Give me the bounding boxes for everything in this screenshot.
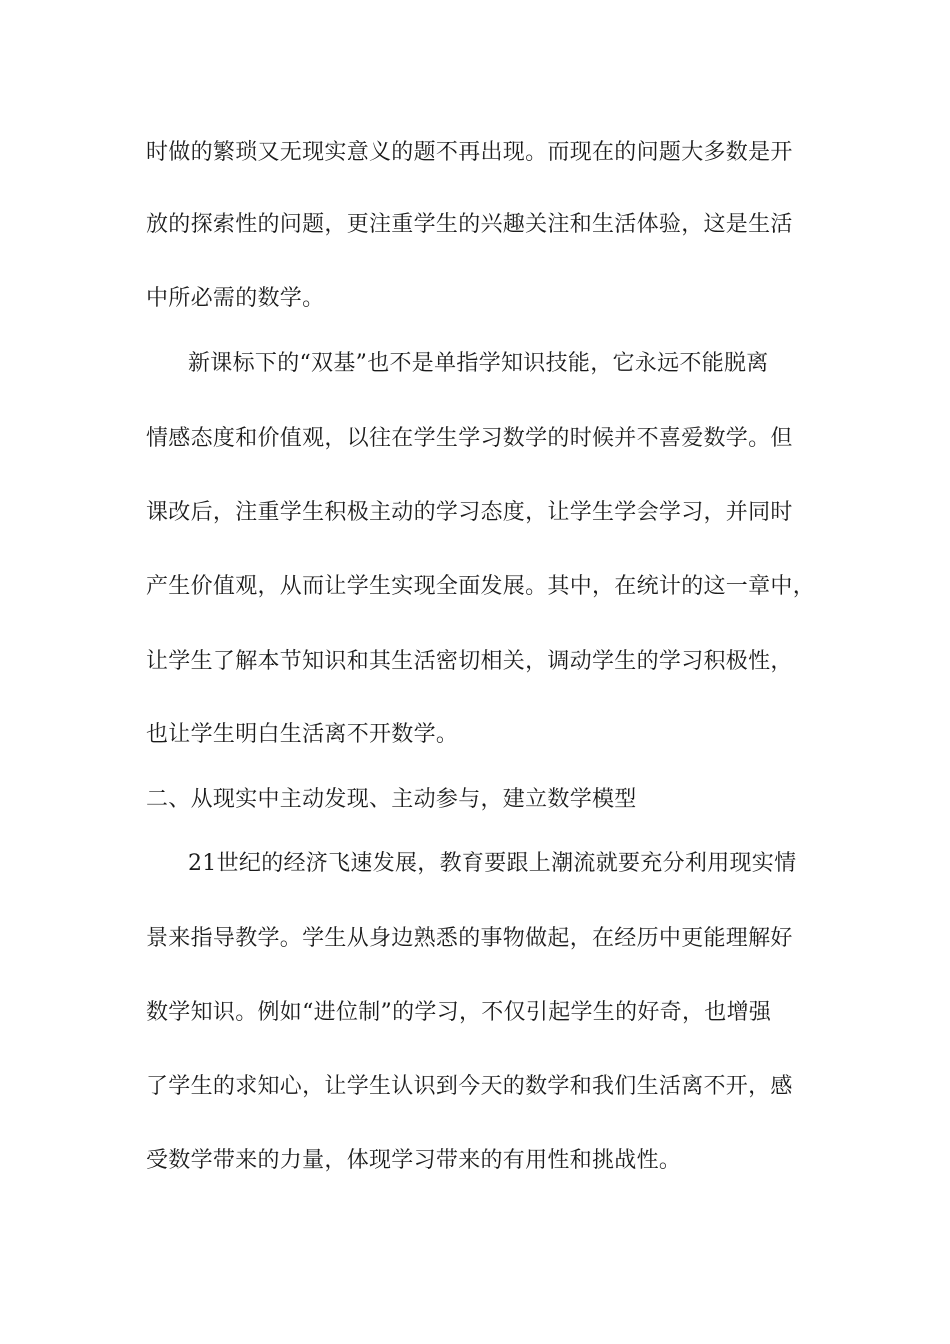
paragraph-line: 景来指导教学。学生从身边熟悉的事物做起，在经历中更能理解好	[146, 926, 793, 951]
paragraph-line: 情感态度和价值观，以往在学生学习数学的时候并不喜爱数学。但	[146, 426, 793, 451]
paragraph-line: 受数学带来的力量，体现学习带来的有用性和挑战性。	[146, 1148, 682, 1173]
paragraph-line: 也让学生明白生活离不开数学。	[146, 722, 459, 747]
paragraph-line: 时做的繁琐又无现实意义的题不再出现。而现在的问题大多数是开	[146, 140, 793, 165]
paragraph-line: 新课标下的“双基”也不是单指学知识技能，它永远不能脱离	[188, 351, 769, 376]
paragraph-line: 21世纪的经济飞速发展，教育要跟上潮流就要充分利用现实情	[188, 851, 797, 876]
paragraph-line: 数学知识。例如“进位制”的学习，不仅引起学生的好奇，也增强	[146, 1000, 772, 1025]
paragraph-line: 课改后，注重学生积极主动的学习态度，让学生学会学习，并同时	[146, 500, 793, 525]
section-heading: 二、从现实中主动发现、主动参与，建立数学模型	[146, 787, 637, 812]
paragraph-line: 让学生了解本节知识和其生活密切相关，调动学生的学习积极性，	[146, 649, 793, 674]
paragraph-line: 产生价值观，从而让学生实现全面发展。其中，在统计的这一章中，	[146, 574, 816, 599]
paragraph-line: 中所必需的数学。	[146, 286, 325, 311]
paragraph-line: 了学生的求知心，让学生认识到今天的数学和我们生活离不开，感	[146, 1074, 793, 1099]
paragraph-line: 放的探索性的问题，更注重学生的兴趣关注和生活体验，这是生活	[146, 212, 793, 237]
